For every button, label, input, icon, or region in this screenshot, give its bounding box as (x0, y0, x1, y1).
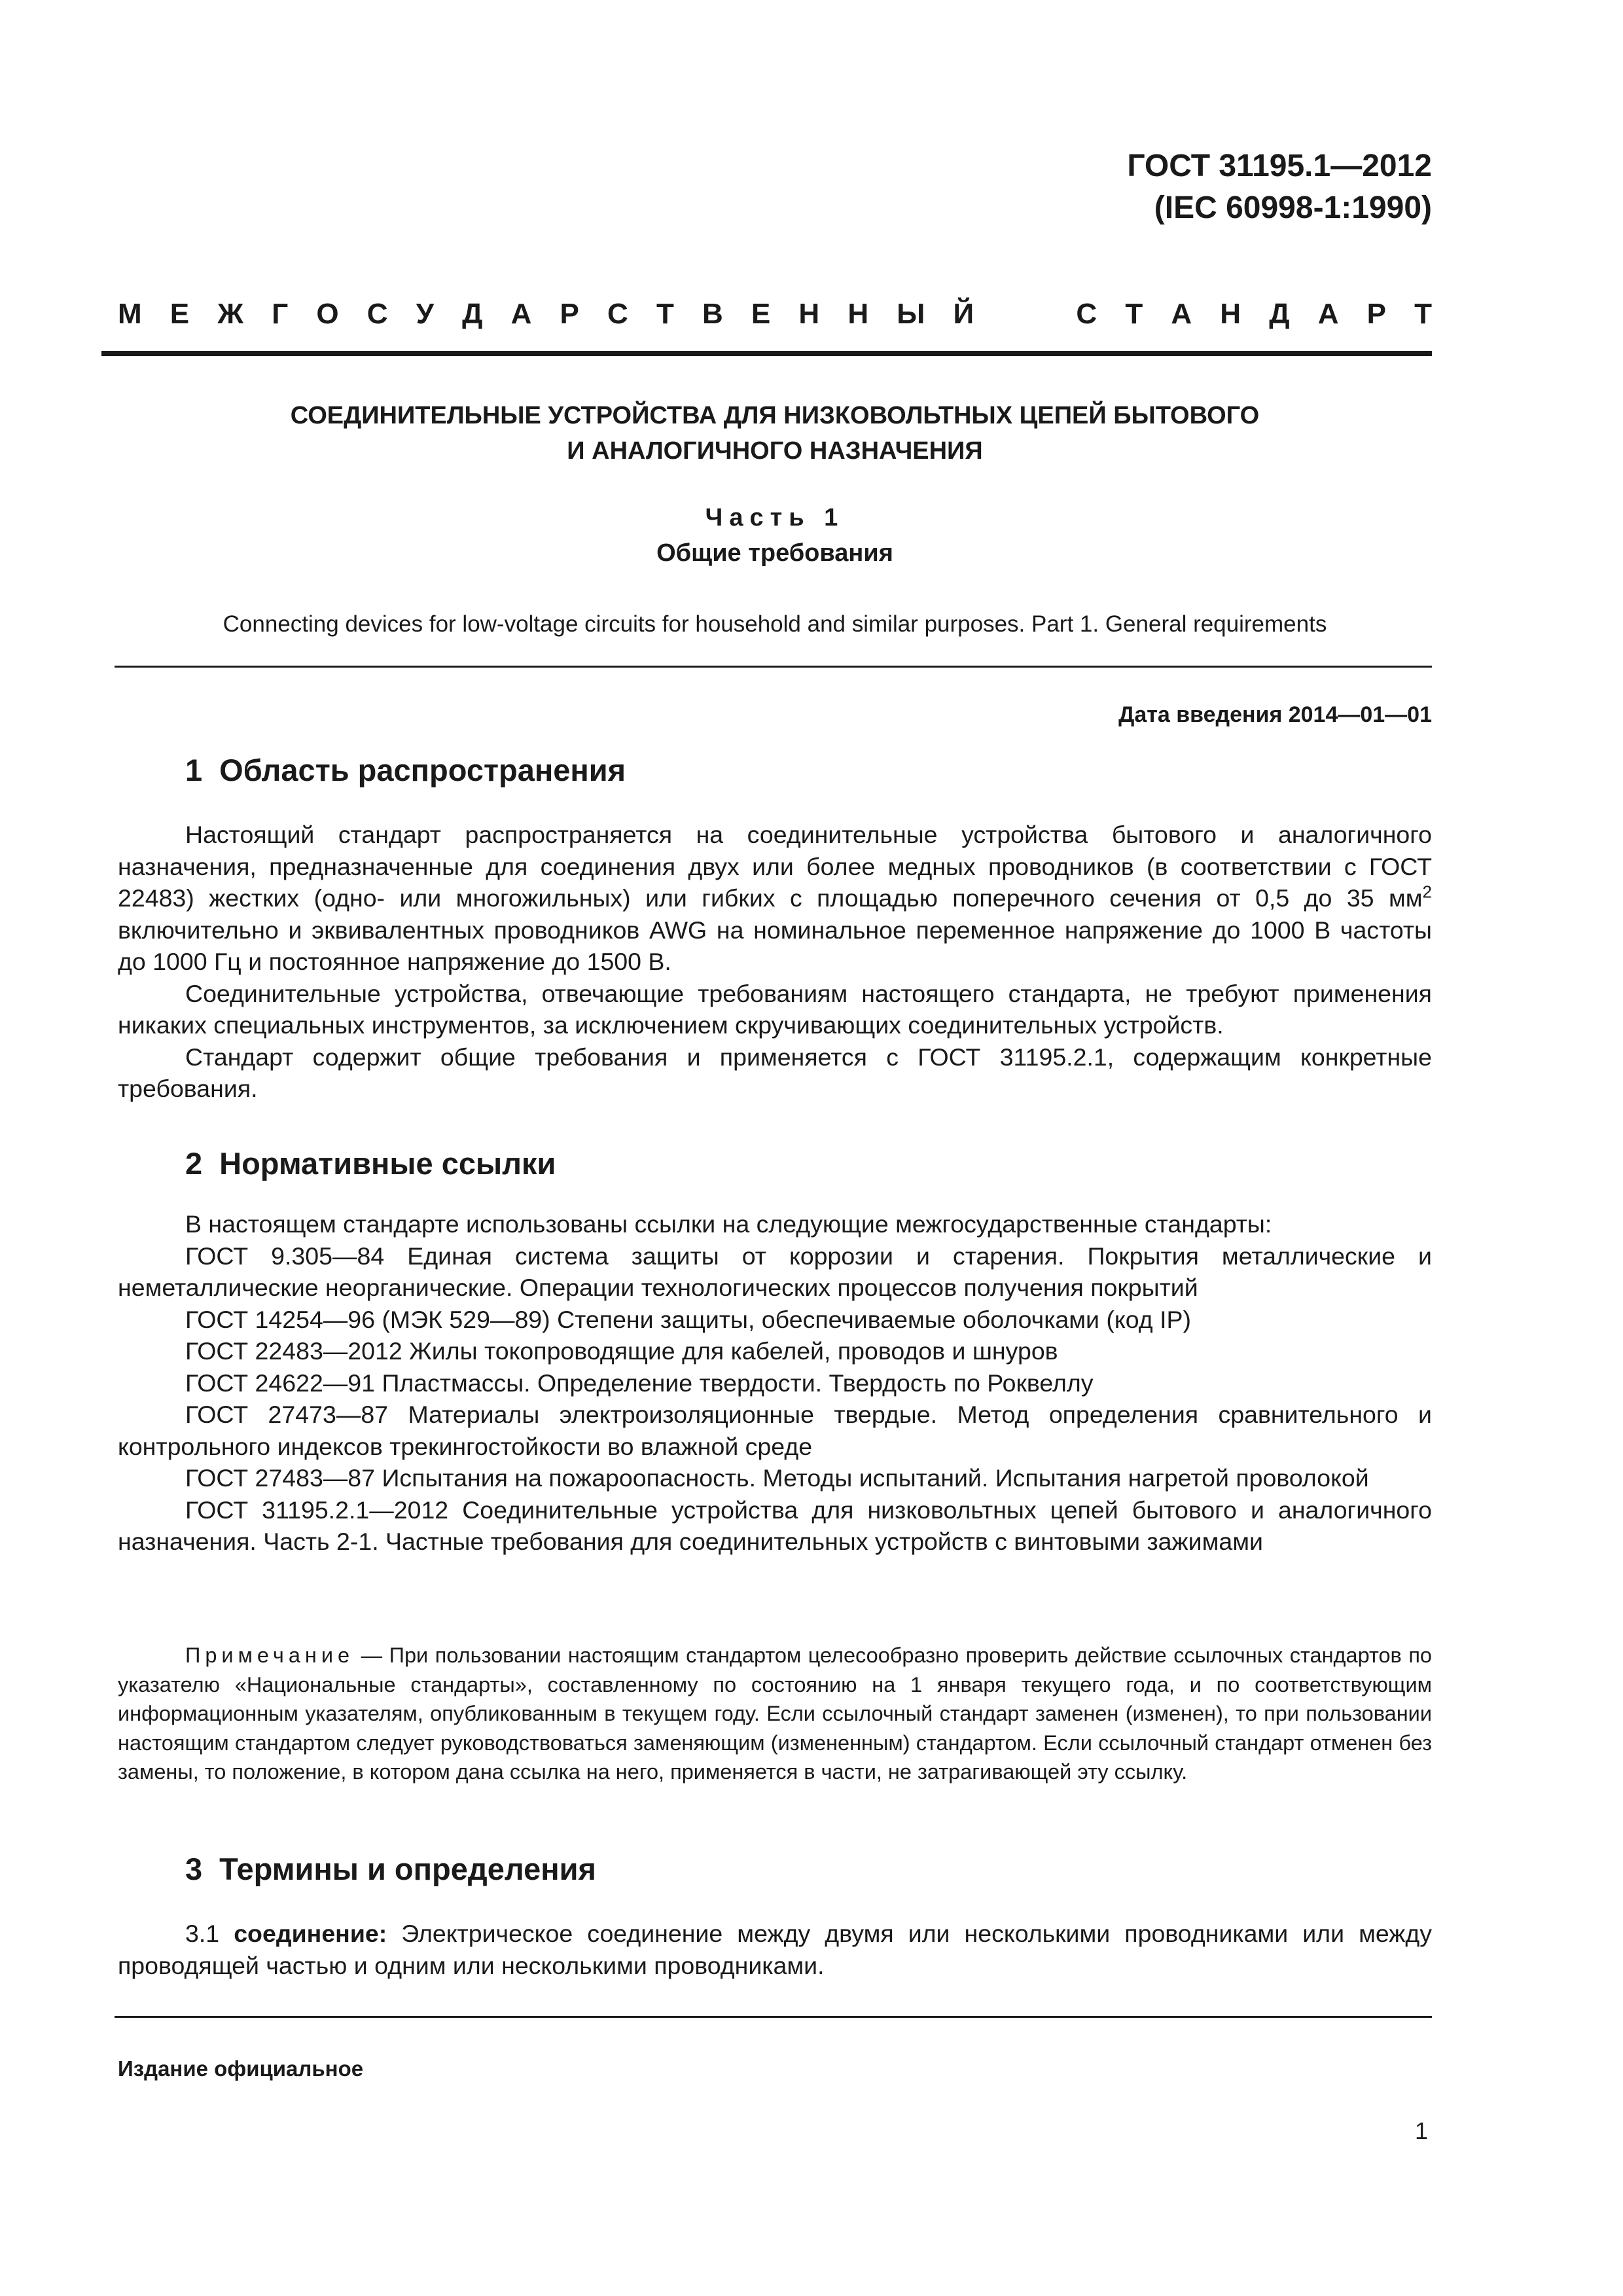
paragraph (118, 819, 1432, 978)
definition-term: соединение: (234, 1920, 387, 1947)
section-title: Нормативные ссылки (219, 1146, 556, 1181)
title-line-2: И АНАЛОГИЧНОГО НАЗНАЧЕНИЯ (567, 437, 983, 465)
paragraph-text: Настоящий стандарт распространяется на соединительные устройства бытового и аналогичного назначения, предназначенные для соединения двух или более медных проводников (в соответствии с ГОСТ 22483) жестких (одно- или многожильных) или гибких с площадью поперечного сечения от 0,5 до 35 мм (118, 821, 1432, 912)
reference-item: ГОСТ 14254—96 (МЭК 529—89) Степени защиты, обеспечиваемые оболочками (код IP) (185, 1305, 1191, 1333)
reference-item: ГОСТ 22483—2012 Жилы токопроводящие для кабелей, проводов и шнуров (185, 1337, 1058, 1365)
note-label: Примечание (185, 1643, 355, 1667)
section-1-body (118, 819, 1432, 1105)
banner-letter: Д (1269, 298, 1290, 330)
title-rule (115, 666, 1432, 668)
banner-letter: Е (751, 298, 771, 330)
section-2-body (118, 1208, 1432, 1558)
note-block (118, 1641, 1432, 1787)
banner-letter: А (1317, 298, 1339, 330)
standard-designation (1127, 145, 1432, 229)
banner-letter: Й (953, 298, 974, 330)
header-rule (101, 351, 1432, 356)
official-edition-label: Издание официальное (118, 2056, 364, 2081)
banner-letter: М (118, 298, 142, 330)
english-title: Connecting devices for low-voltage circuits for household and similar purposes. Part 1. General requirements (223, 611, 1327, 637)
definition-paragraph (118, 1918, 1432, 1981)
banner-letter: Ы (897, 298, 925, 330)
footer-rule (115, 2016, 1432, 2018)
banner-letter: Н (798, 298, 820, 330)
banner-letter: О (316, 298, 339, 330)
definition-number: 3.1 (185, 1920, 220, 1947)
banner-letter: А (1171, 298, 1192, 330)
title-line-1: СОЕДИНИТЕЛЬНЫЕ УСТРОЙСТВА ДЛЯ НИЗКОВОЛЬТНЫХ ЦЕПЕЙ БЫТОВОГО (290, 402, 1260, 429)
banner-letter: Н (847, 298, 869, 330)
banner-letter: Р (560, 298, 579, 330)
banner-letter: Н (1220, 298, 1241, 330)
reference-item: ГОСТ 27483—87 Испытания на пожароопасность. Методы испытаний. Испытания нагретой проволокой (185, 1464, 1369, 1492)
paragraph-text: включительно и эквивалентных проводников AWG на номинальное переменное напряжение до 1000 В частоты до 1000 Гц и постоянное напряжение до 1500 В. (118, 916, 1432, 975)
banner-word-gap (1002, 296, 1048, 332)
section-3-heading (185, 1850, 596, 1889)
reference-item: ГОСТ 9.305—84 Единая система защиты от коррозии и старения. Покрытия металлические и неметаллические неорганические. Операции технологических процессов получения покрытий (118, 1242, 1432, 1301)
banner-letter: Е (169, 298, 190, 330)
reference-item: ГОСТ 31195.2.1—2012 Соединительные устройства для низковольтных цепей бытового и аналогичного назначения. Часть 2-1. Частные требования для соединительных устройств с винтовыми зажимами (118, 1496, 1432, 1555)
banner-letter: Д (462, 298, 483, 330)
banner-letter: В (702, 298, 723, 330)
banner-letter: Р (1366, 298, 1386, 330)
section-title: Термины и определения (219, 1852, 596, 1886)
interstate-standard-banner (118, 296, 1432, 332)
gost-number: ГОСТ 31195.1—2012 (1127, 149, 1432, 183)
note-paragraph (118, 1641, 1432, 1787)
banner-letter: С (607, 298, 628, 330)
banner-letter: Г (272, 298, 289, 330)
banner-letter: А (510, 298, 532, 330)
note-text: — При пользовании настоящим стандартом целесообразно проверить действие ссылочных стандартов по указателю «Национальные стандарты», составленному по состоянию на 1 января текущего года, и по соответствующим информационным указателям, опубликованным в текущем году. Если ссылочный стандарт заменен (изменен), то при пользовании настоящим стандартом следует руководствоваться заменяющим (измененным) стандартом. Если ссылочный стандарт отменен без замены, то положение, в котором дана ссылка на него, применяется в части, не затрагивающей эту ссылку. (118, 1643, 1432, 1784)
part-title: Общие требования (656, 539, 893, 567)
reference-item: ГОСТ 27473—87 Материалы электроизоляционные твердые. Метод определения сравнительного и контрольного индексов трекингостойкости во влажной среде (118, 1401, 1432, 1460)
section-number: 1 (185, 753, 203, 787)
section-2-heading (185, 1144, 556, 1183)
part-number: Часть 1 (705, 504, 845, 531)
banner-letter: Т (656, 298, 674, 330)
section-3-body (118, 1918, 1432, 1981)
banner-letter: С (1076, 298, 1097, 330)
banner-letter: У (416, 298, 434, 330)
reference-item: ГОСТ 24622—91 Пластмассы. Определение твердости. Твердость по Роквеллу (185, 1369, 1094, 1397)
banner-letter: Т (1125, 298, 1143, 330)
section-number: 2 (185, 1146, 203, 1181)
section-1-heading (185, 751, 626, 790)
banner-letter: С (366, 298, 388, 330)
paragraph: В настоящем стандарте использованы ссылки на следующие межгосударственные стандарты: (185, 1210, 1272, 1238)
superscript: 2 (1422, 882, 1432, 902)
section-number: 3 (185, 1852, 203, 1886)
banner-letter: Ж (217, 298, 244, 330)
part-heading (118, 500, 1432, 571)
paragraph: Соединительные устройства, отвечающие требованиям настоящего стандарта, не требуют применения никаких специальных инструментов, за исключением скручивающих соединительных устройств. (118, 979, 1432, 1039)
introduction-date: Дата введения 2014—01—01 (1118, 702, 1432, 727)
iec-reference: (IEC 60998-1:1990) (1154, 190, 1432, 225)
definition-text: Электрическое соединение между двумя или несколькими проводниками или между проводящей частью и одним или несколькими проводниками. (118, 1920, 1432, 1979)
page-number: 1 (1414, 2117, 1428, 2144)
paragraph: Стандарт содержит общие требования и применяется с ГОСТ 31195.2.1, содержащим конкретные требования. (118, 1043, 1432, 1102)
document-title (118, 398, 1432, 469)
banner-letter: Т (1414, 298, 1432, 330)
section-title: Область распространения (219, 753, 626, 787)
